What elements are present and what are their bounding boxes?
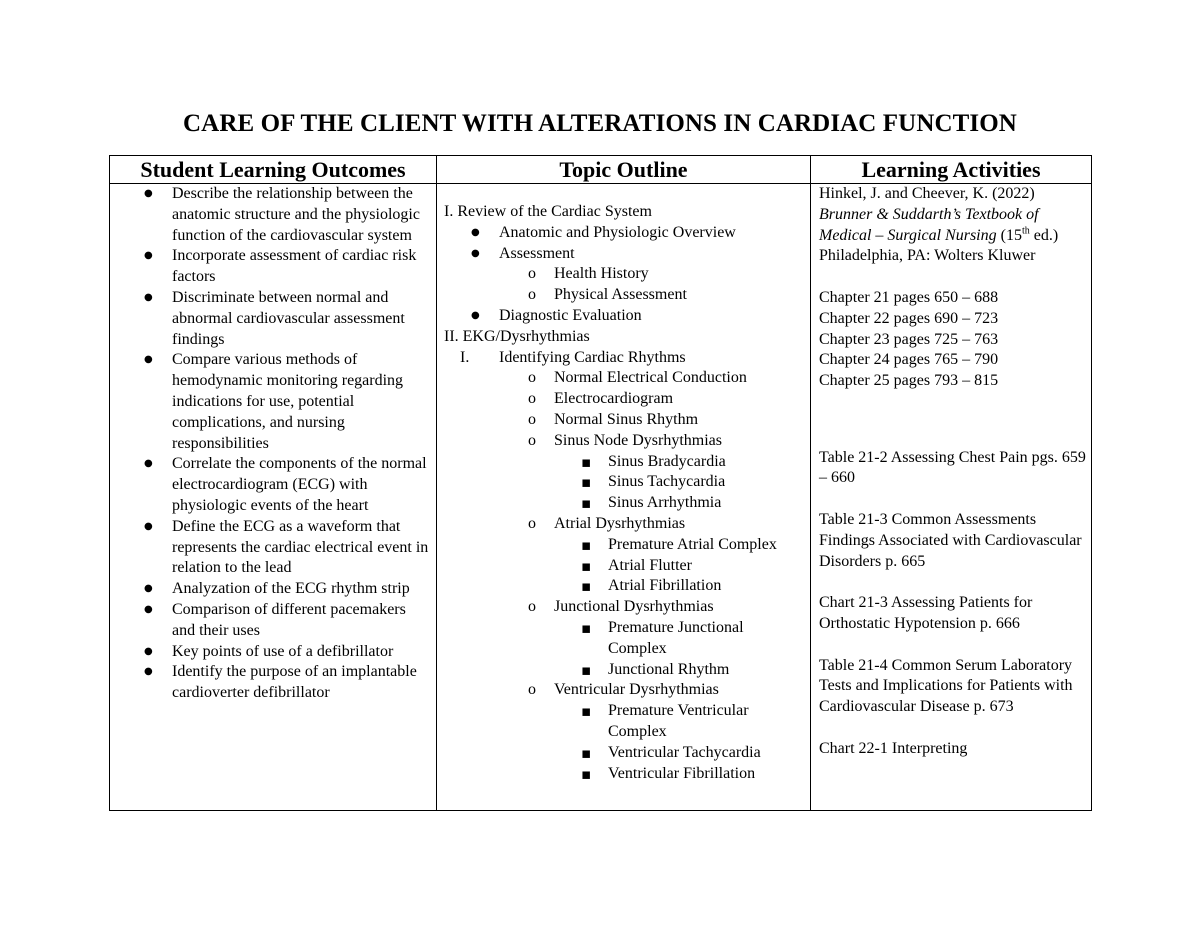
outline-subitem: o Ventricular Dysrhythmias [444, 680, 806, 701]
outcome-item: ● Analyzation of the ECG rhythm strip [110, 579, 432, 600]
chapter-line: Chapter 25 pages 793 – 815 [819, 372, 999, 390]
outcome-item: ● Key points of use of a defibrillator [110, 642, 432, 663]
topic-outline [437, 184, 810, 784]
outline-leaf: ▪ Premature Ventricular Complex [444, 701, 806, 743]
outline-section-2: II. EKG/Dysrhythmias [444, 327, 590, 345]
outline-section-1: I. Review of the Cardiac System [444, 203, 652, 220]
chapter-line: Chapter 24 pages 765 – 790 [819, 351, 999, 369]
curriculum-table [109, 155, 1092, 811]
outline-leaf: ▪ Premature Atrial Complex [444, 535, 806, 556]
outcome-item: ● Define the ECG as a waveform that represents the cardiac electrical event in relation to the lead [110, 517, 432, 579]
header-outline: Topic Outline [437, 156, 811, 184]
learning-activities [811, 184, 1091, 760]
header-outcomes: Student Learning Outcomes [110, 156, 437, 184]
citation [819, 184, 1087, 267]
roman-label: Identifying Cardiac Rhythms [499, 348, 686, 366]
outcome-item: ● Comparison of different pacemakers and their uses [110, 600, 432, 642]
outline-leaf: ▪ Premature Junctional Complex [444, 618, 806, 660]
outcome-item: ● Describe the relationship between the anatomic structure and the physiologic function of the cardiovascular system [110, 184, 432, 246]
outline-leaf: ▪ Atrial Fibrillation [444, 576, 806, 597]
outline-leaf: ▪ Atrial Flutter [444, 556, 806, 577]
outline-item: ● Assessment [444, 244, 806, 265]
outcome-item: ● Compare various methods of hemodynamic monitoring regarding indications for use, potential complications, and nursing responsibilities [110, 350, 432, 454]
citation-authors: Hinkel, J. and Cheever, K. (2022) [819, 185, 1035, 202]
outline-subitem: o Normal Electrical Conduction [444, 368, 806, 389]
outline-subitem: o Atrial Dysrhythmias [444, 514, 806, 535]
outcomes-list [110, 184, 436, 704]
reference-item: Chart 22-1 Interpreting [819, 739, 968, 757]
header-activities: Learning Activities [811, 156, 1092, 184]
outline-subitem: o Junctional Dysrhythmias [444, 597, 806, 618]
chapter-line: Chapter 23 pages 725 – 763 [819, 330, 999, 348]
roman-numeral: I. [460, 348, 470, 366]
outline-subitem: o Normal Sinus Rhythm [444, 410, 806, 431]
outline-cell [437, 184, 811, 811]
outline-leaf: ▪ Sinus Tachycardia [444, 472, 806, 493]
outline-subitem: o Health History [444, 264, 806, 285]
outcome-item: ● Incorporate assessment of cardiac risk factors [110, 246, 432, 288]
outline-item: ● Diagnostic Evaluation [444, 306, 806, 327]
content-row [110, 184, 1092, 811]
page-title: CARE OF THE CLIENT WITH ALTERATIONS IN CARDIAC FUNCTION [183, 110, 1017, 137]
activities-cell [811, 184, 1092, 811]
outcome-item: ● Identify the purpose of an implantable cardioverter defibrillator [110, 662, 432, 704]
chapter-line: Chapter 22 pages 690 – 723 [819, 309, 999, 327]
outline-leaf: ▪ Ventricular Tachycardia [444, 743, 806, 764]
outline-subitem: o Electrocardiogram [444, 389, 806, 410]
reference-item: Table 21-3 Common Assessments Findings Associated with Cardiovascular Disorders p. 665 [819, 510, 1082, 570]
reference-item: Chart 21-3 Assessing Patients for Orthostatic Hypotension p. 666 [819, 594, 1033, 632]
outcome-item: ● Correlate the components of the normal electrocardiogram (ECG) with physiologic events of the heart [110, 454, 432, 516]
citation-edition: (15 [1000, 226, 1022, 244]
outcome-item: ● Discriminate between normal and abnormal cardiovascular assessment findings [110, 288, 432, 350]
citation-edition-sup: th [1021, 225, 1030, 237]
header-row [110, 156, 1092, 184]
chapter-line: Chapter 21 pages 650 – 688 [819, 288, 999, 306]
reference-item: Table 21-4 Common Serum Laboratory Tests and Implications for Patients with Cardiovascular Disease p. 673 [819, 656, 1073, 716]
outline-subitem: o Sinus Node Dysrhythmias [444, 431, 806, 452]
outcomes-cell [110, 184, 437, 811]
outline-roman-item [444, 348, 806, 369]
outline-leaf: ▪ Sinus Bradycardia [444, 452, 806, 473]
reference-item: Table 21-2 Assessing Chest Pain pgs. 659 – 660 [819, 448, 1086, 487]
outline-item: ● Anatomic and Physiologic Overview [444, 223, 806, 244]
outline-leaf: ▪ Ventricular Fibrillation [444, 764, 806, 785]
outline-subitem: o Physical Assessment [444, 285, 806, 306]
outline-leaf: ▪ Sinus Arrhythmia [444, 493, 806, 514]
citation-publisher: ed.) Philadelphia, PA: Wolters Kluwer [819, 226, 1059, 265]
outline-leaf: ▪ Junctional Rhythm [444, 660, 806, 681]
citation-book: Brunner & Suddarth’s Textbook of Medical – Surgical Nursing [819, 205, 1039, 244]
